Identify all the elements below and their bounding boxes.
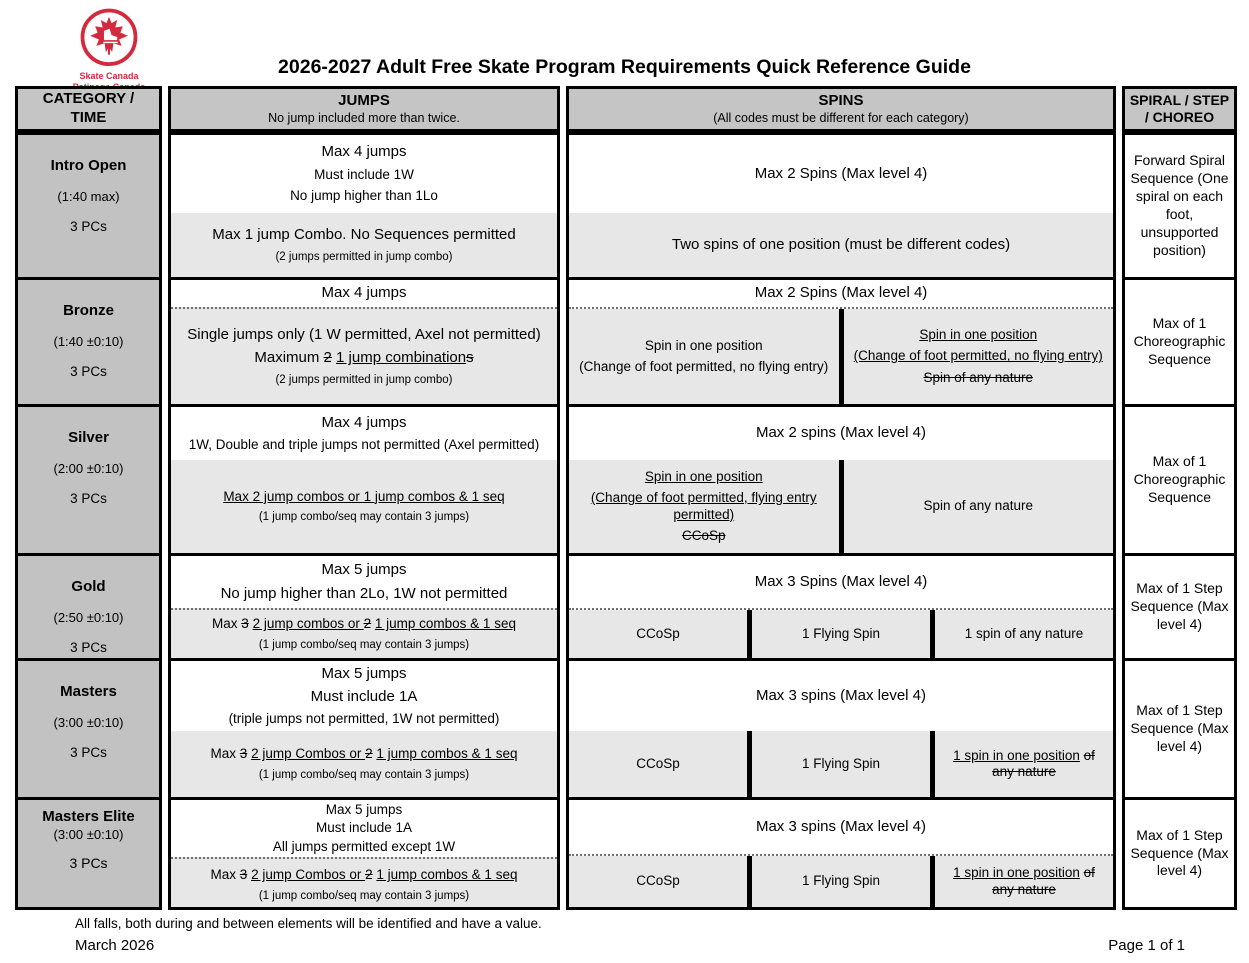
- logo-text-line1: Skate Canada: [79, 71, 139, 81]
- category-name: Masters Elite: [42, 808, 135, 825]
- spiral-cell: [1122, 797, 1237, 910]
- spin-subcell: [844, 309, 1114, 404]
- header-category: [15, 86, 162, 132]
- category-row-gold: [15, 553, 1237, 661]
- jumps-top: [171, 661, 557, 731]
- spin-text-line: (Change of foot permitted, no flying entry): [853, 348, 1103, 364]
- category-name: Masters: [60, 683, 117, 700]
- header-category-line1: CATEGORY /: [42, 90, 135, 108]
- jumps-text-line: Max 4 jumps: [321, 284, 407, 302]
- jumps-top: [171, 280, 557, 307]
- jumps-top: [171, 135, 557, 213]
- jumps-text-line: (2 jumps permitted in jump combo): [275, 250, 453, 263]
- spin-text-line: 1 Flying Spin: [801, 625, 881, 641]
- spin-text-line: Spin in one position: [919, 326, 1038, 342]
- spins-cell: [566, 797, 1116, 910]
- spins-header-text-line: Max 3 spins (Max level 4): [755, 817, 927, 835]
- spin-text-line: Spin in one position: [644, 468, 763, 484]
- spiral-text: Max of 1 Step Sequence (Max level 4): [1130, 580, 1229, 632]
- spin-subcell: [844, 460, 1114, 553]
- jumps-text-line: Max 2 jump combos or 1 jump combos & 1 seq: [223, 488, 505, 504]
- header-spins: [566, 86, 1116, 132]
- jumps-bottom: [171, 307, 557, 404]
- category-name: Gold: [71, 578, 106, 595]
- spiral-cell: [1122, 404, 1237, 556]
- jumps-text-line: (1 jump combo/seq may contain 3 jumps): [258, 768, 470, 781]
- spins-header-text-line: Max 2 Spins (Max level 4): [754, 284, 928, 302]
- spin-subcell: [569, 731, 747, 797]
- category-row-masters-elite: [15, 797, 1237, 910]
- jumps-text-line: Max 5 jumps: [321, 561, 407, 579]
- spiral-text: Max of 1 Choreographic Sequence: [1133, 315, 1226, 367]
- header-spiral: [1122, 86, 1237, 132]
- spin-subcell: [569, 309, 839, 404]
- spin-text-line: Spin in one position: [644, 337, 763, 353]
- jumps-text-line: (1 jump combo/seq may contain 3 jumps): [258, 889, 470, 902]
- header-spins-subtitle: (All codes must be different for each category): [713, 110, 969, 125]
- jumps-text-line: (2 jumps permitted in jump combo): [275, 373, 453, 386]
- spins-bottom: [569, 213, 1113, 277]
- header-spiral-title: SPIRAL / STEP / CHOREO: [1129, 91, 1230, 125]
- footer-note: All falls, both during and between elements will be identified and have a value.: [75, 916, 542, 931]
- jumps-bottom: [171, 731, 557, 797]
- jumps-bottom: [171, 857, 557, 910]
- spins-cell: [566, 277, 1116, 407]
- spin-subcell: [569, 856, 747, 907]
- jumps-cell: [168, 277, 560, 407]
- jumps-text-line: Max 3 2 jump Combos or 2 1 jump combos & 1 seq: [210, 867, 518, 883]
- spins-bottom: [569, 854, 1113, 907]
- table-header-row: [15, 86, 1237, 132]
- jumps-text-line: Max 3 2 jump combos or 2 1 jump combos & 1 seq: [212, 616, 516, 632]
- spin-text-line: Spin of any nature: [923, 369, 1034, 385]
- jumps-text-line: (1 jump combo/seq may contain 3 jumps): [258, 511, 470, 524]
- spin-text-line: CCoSp: [636, 625, 680, 641]
- category-pcs: 3 PCs: [70, 364, 107, 379]
- spins-top: [569, 800, 1113, 854]
- header-spins-title: SPINS: [818, 92, 864, 110]
- jumps-bottom: [171, 213, 557, 277]
- jumps-cell: [168, 404, 560, 556]
- category-row-silver: [15, 404, 1237, 556]
- spin-subcell: [752, 731, 930, 797]
- header-jumps-title: JUMPS: [338, 92, 390, 110]
- spin-subcell: [935, 610, 1113, 658]
- category-cell: [15, 277, 162, 407]
- footer-page-number: Page 1 of 1: [1108, 937, 1185, 954]
- category-name: Intro Open: [50, 157, 127, 174]
- spins-bottom: [569, 307, 1113, 404]
- header-category-line2: TIME: [70, 109, 107, 126]
- category-time: (2:00 ±0:10): [53, 461, 124, 476]
- jumps-cell: [168, 797, 560, 910]
- jumps-text-line: Must include 1A: [315, 820, 413, 836]
- jumps-cell: [168, 132, 560, 280]
- header-jumps-subtitle: No jump included more than twice.: [268, 110, 460, 125]
- page-title: 2026-2027 Adult Free Skate Program Requirements Quick Reference Guide: [278, 56, 971, 78]
- category-time: (1:40 ±0:10): [53, 334, 124, 349]
- category-time: (3:00 ±0:10): [53, 715, 124, 730]
- spiral-text: Max of 1 Step Sequence (Max level 4): [1130, 702, 1229, 754]
- spin-subcell: [752, 610, 930, 658]
- spiral-text: Forward Spiral Sequence (One spiral on each foot, unsupported position): [1130, 152, 1229, 258]
- spins-cell: [566, 132, 1116, 280]
- spins-bottom: [569, 731, 1113, 797]
- category-name: Silver: [68, 429, 109, 446]
- spins-header-text-line: Max 3 Spins (Max level 4): [754, 572, 928, 590]
- header-jumps: [168, 86, 560, 132]
- jumps-bottom: [171, 460, 557, 553]
- jumps-text-line: 1W, Double and triple jumps not permitted (Axel permitted): [188, 436, 540, 452]
- spins-top: [569, 407, 1113, 460]
- jumps-text-line: Max 5 jumps: [325, 802, 403, 817]
- spins-bottom: [569, 608, 1113, 658]
- footer-date: March 2026: [75, 937, 155, 954]
- spin-text-line: Spin of any nature: [923, 498, 1034, 514]
- spin-subcell: [569, 460, 839, 553]
- category-row-intro-open: [15, 132, 1237, 280]
- jumps-text-line: Maximum 2 1 jump combinations: [254, 349, 474, 367]
- jumps-text-line: Max 5 jumps: [321, 664, 407, 682]
- spins-top: [569, 661, 1113, 731]
- spins-top: [569, 280, 1113, 307]
- spin-subcell: [569, 213, 1113, 277]
- category-cell: [15, 404, 162, 556]
- skate-canada-logo: [70, 8, 148, 93]
- spiral-cell: [1122, 658, 1237, 800]
- spin-text-line: 1 spin in one position of any nature: [953, 747, 1095, 779]
- spin-text-line: (Change of foot permitted, no flying entry): [579, 359, 829, 374]
- jumps-text-line: Max 4 jumps: [321, 143, 407, 161]
- category-pcs: 3 PCs: [70, 491, 107, 506]
- jumps-text-line: Must include 1W: [314, 166, 414, 182]
- spins-cell: [566, 553, 1116, 661]
- spiral-text: Max of 1 Step Sequence (Max level 4): [1130, 826, 1229, 879]
- spin-text-line: CCoSp: [636, 873, 680, 889]
- jumps-text-line: Max 4 jumps: [321, 413, 407, 431]
- jumps-text-line: No jump higher than 1Lo: [290, 188, 438, 204]
- jumps-text-line: Must include 1A: [310, 687, 418, 705]
- jumps-text-line: (1 jump combo/seq may contain 3 jumps): [258, 638, 470, 651]
- spin-text-line: 1 Flying Spin: [801, 873, 881, 889]
- category-name: Bronze: [63, 302, 114, 319]
- jumps-bottom: [171, 608, 557, 658]
- spin-subcell: [935, 856, 1113, 907]
- category-time: (3:00 ±0:10): [53, 827, 124, 842]
- spin-text-line: Two spins of one position (must be different codes): [671, 235, 1011, 253]
- spins-header-text-line: Max 2 Spins (Max level 4): [754, 164, 928, 182]
- category-pcs: 3 PCs: [69, 855, 108, 871]
- spin-subcell: [935, 731, 1113, 797]
- spin-text-line: 1 Flying Spin: [801, 755, 881, 771]
- category-pcs: 3 PCs: [70, 745, 107, 760]
- spin-text-line: 1 spin in one position of any nature: [953, 865, 1095, 897]
- category-row-bronze: [15, 277, 1237, 407]
- category-cell: [15, 132, 162, 280]
- category-row-masters: [15, 658, 1237, 800]
- spin-text-line: (Change of foot permitted, flying entry permitted): [590, 490, 817, 522]
- spins-cell: [566, 404, 1116, 556]
- spin-text-line: CCoSp: [681, 527, 726, 543]
- jumps-text-line: All jumps permitted except 1W: [272, 838, 456, 854]
- jumps-text-line: No jump higher than 2Lo, 1W not permitted: [220, 584, 508, 602]
- jumps-top: [171, 407, 557, 460]
- spins-bottom: [569, 460, 1113, 553]
- jumps-text-line: Max 3 2 jump Combos or 2 1 jump combos & 1 seq: [210, 746, 518, 762]
- spiral-cell: [1122, 277, 1237, 407]
- jumps-text-line: Single jumps only (1 W permitted, Axel not permitted): [187, 326, 541, 344]
- category-cell: [15, 797, 162, 910]
- spins-top: [569, 135, 1113, 213]
- category-pcs: 3 PCs: [70, 640, 107, 655]
- spins-header-text-line: Max 3 spins (Max level 4): [755, 686, 927, 704]
- spin-text-line: 1 spin of any nature: [964, 625, 1084, 641]
- category-cell: [15, 658, 162, 800]
- spin-subcell: [569, 610, 747, 658]
- spiral-cell: [1122, 553, 1237, 661]
- jumps-text-line: Max 1 jump Combo. No Sequences permitted: [212, 226, 516, 244]
- jumps-top: [171, 556, 557, 608]
- requirements-table: [15, 86, 1237, 910]
- jumps-cell: [168, 658, 560, 800]
- category-cell: [15, 553, 162, 661]
- jumps-top: [171, 800, 557, 857]
- category-pcs: 3 PCs: [70, 219, 107, 234]
- spin-subcell: [752, 856, 930, 907]
- jumps-cell: [168, 553, 560, 661]
- spins-top: [569, 556, 1113, 608]
- category-time: (2:50 ±0:10): [53, 610, 124, 625]
- spiral-text: Max of 1 Choreographic Sequence: [1133, 453, 1226, 505]
- spins-cell: [566, 658, 1116, 800]
- spins-header-text-line: Max 2 spins (Max level 4): [755, 424, 927, 442]
- spiral-cell: [1122, 132, 1237, 280]
- category-time: (1:40 max): [57, 189, 120, 204]
- jumps-text-line: (triple jumps not permitted, 1W not permitted): [228, 711, 500, 727]
- spin-text-line: CCoSp: [636, 755, 680, 771]
